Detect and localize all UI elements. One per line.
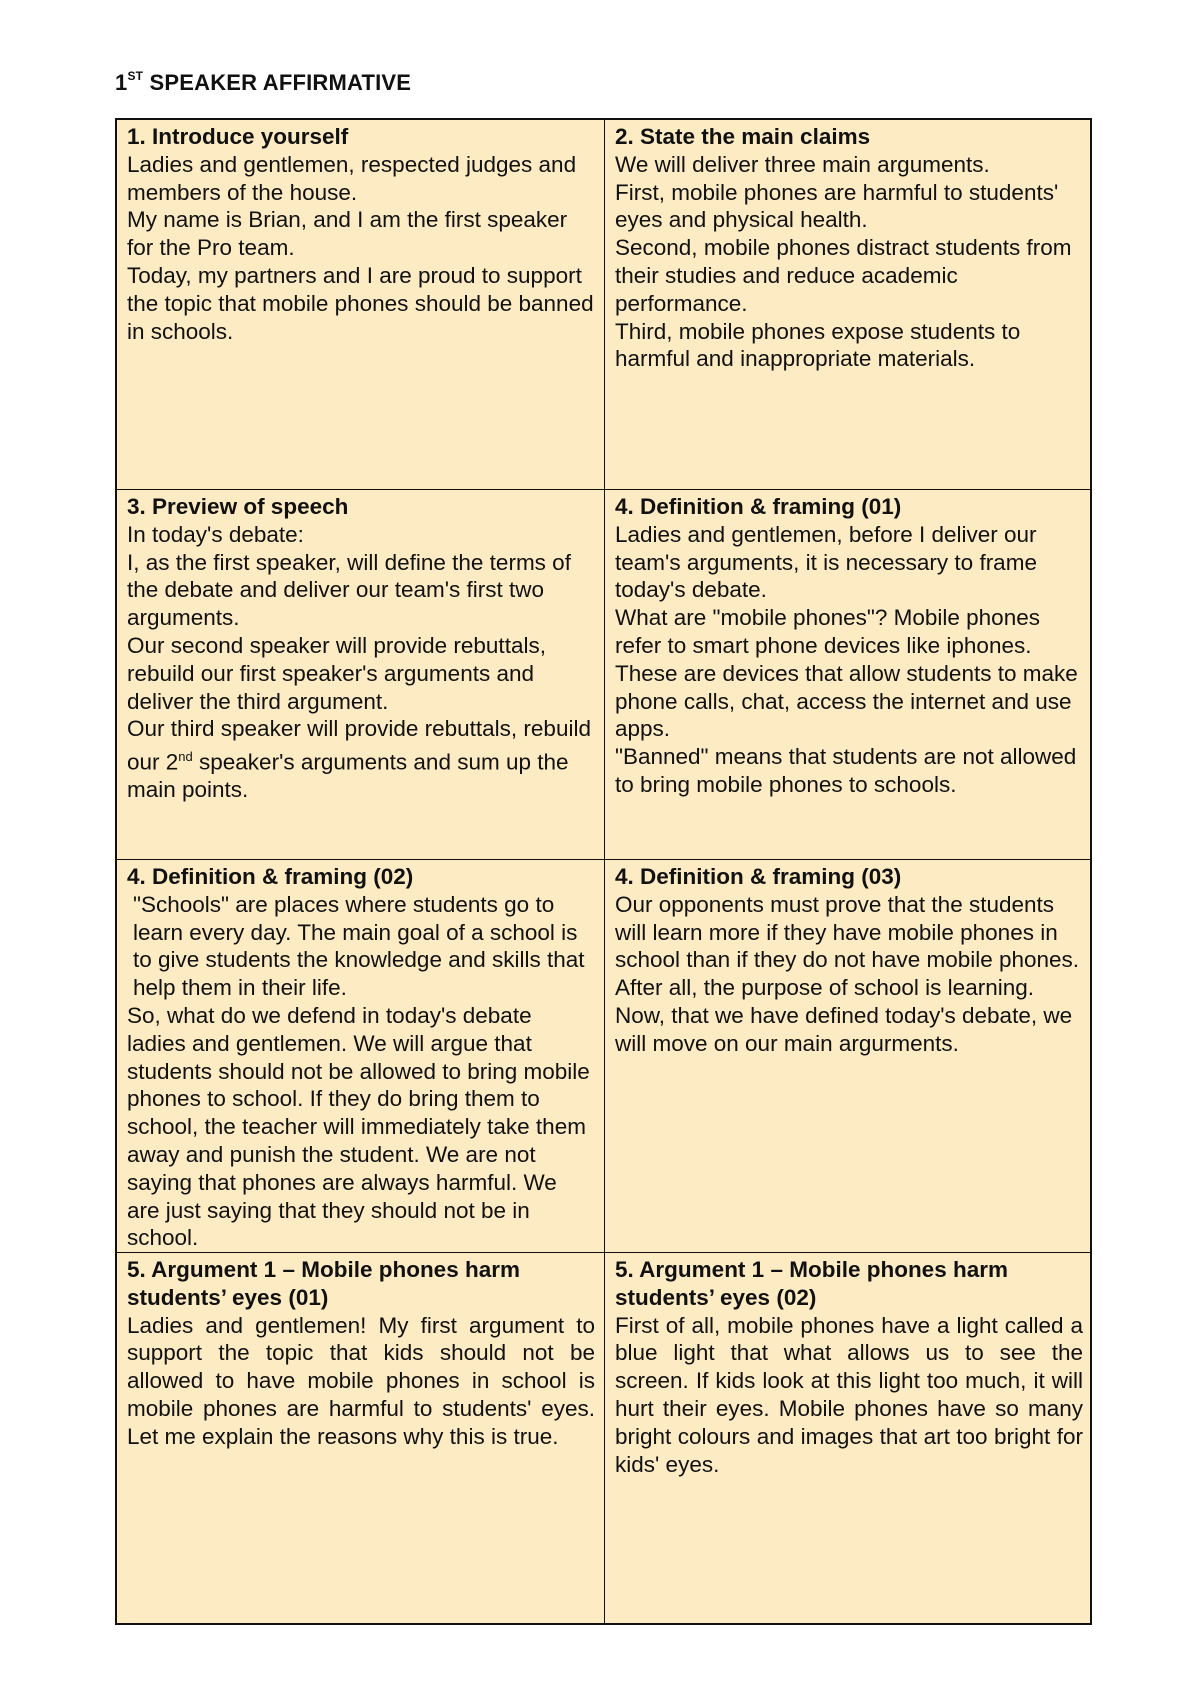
card-paragraph: My name is Brian, and I am the first speaker for the Pro team. (127, 207, 568, 261)
card-definition-framing-03 (605, 860, 1092, 1253)
card-heading: 1. Introduce yourself (127, 124, 349, 149)
card-heading: 4. Definition & framing (03) (615, 864, 902, 889)
card-paragraph: In today's debate: (127, 521, 304, 547)
card-argument-1-part-01 (117, 1253, 605, 1623)
card-main-claims (605, 120, 1092, 490)
title-superscript: ST (127, 68, 144, 83)
card-introduce-yourself (117, 120, 605, 490)
card-paragraph: "Schools" are places where students go to learn every day. The main goal of a school is to give students the knowledge and skills that help them in their life. (133, 891, 585, 1001)
paragraph-text: Our third speaker will provide rebuttals, rebuild our 2 (127, 716, 591, 775)
card-paragraph: First of all, mobile phones have a light called a blue light that what allows us to see the screen. If kids look at this light too much, it will hurt their eyes. Mobile phones have so many bright colours and images that art too bright for kids' eyes. (615, 1312, 1083, 1477)
title-rest: SPEAKER AFFIRMATIVE (143, 70, 412, 95)
card-preview-of-speech (117, 490, 605, 860)
card-paragraph: Our opponents must prove that the students will learn more if they have mobile phones in school than if they do not have mobile phones. After all, the purpose of school is learning. (615, 891, 1080, 1001)
card-paragraph: Today, my partners and I are proud to support the topic that mobile phones should be banned in schools. (127, 262, 594, 344)
card-paragraph: Ladies and gentlemen, before I deliver our team's arguments, it is necessary to frame today's debate. (615, 521, 1037, 603)
title-prefix: 1 (115, 70, 128, 95)
card-paragraph: So, what do we defend in today's debate ladies and gentlemen. We will argue that students should not be allowed to bring mobile phones to school. If they do bring them to school, the teacher will immediately take them away and punish the student. We are not saying that phones are always harmful. We are just saying that they should not be in school. (127, 1002, 590, 1251)
speech-card-table (115, 118, 1092, 1625)
paragraph-text: speaker's arguments and sum up the main points. (127, 749, 569, 803)
card-argument-1-part-02 (605, 1253, 1092, 1623)
card-paragraph: Second, mobile phones distract students from their studies and reduce academic performance. (615, 235, 1072, 316)
card-definition-framing-01 (605, 490, 1092, 860)
card-paragraph: "Banned" means that students are not allowed to bring mobile phones to schools. (615, 744, 1077, 797)
card-paragraph: I, as the first speaker, will define the terms of the debate and deliver our team's first two arguments. (127, 549, 571, 631)
card-paragraph: Ladies and gentlemen, respected judges and members of the house. (127, 151, 577, 205)
card-paragraph: What are "mobile phones"? Mobile phones refer to smart phone devices like iphones. These are devices that allow students to make phone calls, chat, access the internet and use apps. (615, 605, 1078, 742)
card-paragraph: Ladies and gentlemen! My first argument to support the topic that kids should not be allowed to have mobile phones in school is mobile phones are harmful to students' eyes. Let me explain the reasons why this is true. (127, 1312, 595, 1449)
card-heading: 4. Definition & framing (01) (615, 494, 902, 519)
card-paragraph: Now, that we have defined today's debate, we will move on our main argurments. (615, 1002, 1073, 1056)
card-paragraph: Third, mobile phones expose students to harmful and inappropriate materials. (615, 318, 1021, 372)
card-definition-framing-02 (117, 860, 605, 1253)
card-paragraph (127, 715, 595, 804)
card-heading: 5. Argument 1 – Mobile phones harm students’ eyes (01) (127, 1257, 520, 1310)
card-heading: 3. Preview of speech (127, 494, 349, 519)
card-paragraph: We will deliver three main arguments. (615, 151, 990, 177)
card-heading: 4. Definition & framing (02) (127, 864, 414, 889)
card-paragraph: First, mobile phones are harmful to students' eyes and physical health. (615, 179, 1059, 233)
card-paragraph: Our second speaker will provide rebuttals, rebuild our first speaker's arguments and deliver the third argument. (127, 632, 546, 714)
card-heading: 2. State the main claims (615, 124, 871, 149)
page-title (115, 70, 411, 96)
ordinal-superscript: nd (178, 749, 193, 765)
card-heading: 5. Argument 1 – Mobile phones harm students’ eyes (02) (615, 1257, 1008, 1310)
